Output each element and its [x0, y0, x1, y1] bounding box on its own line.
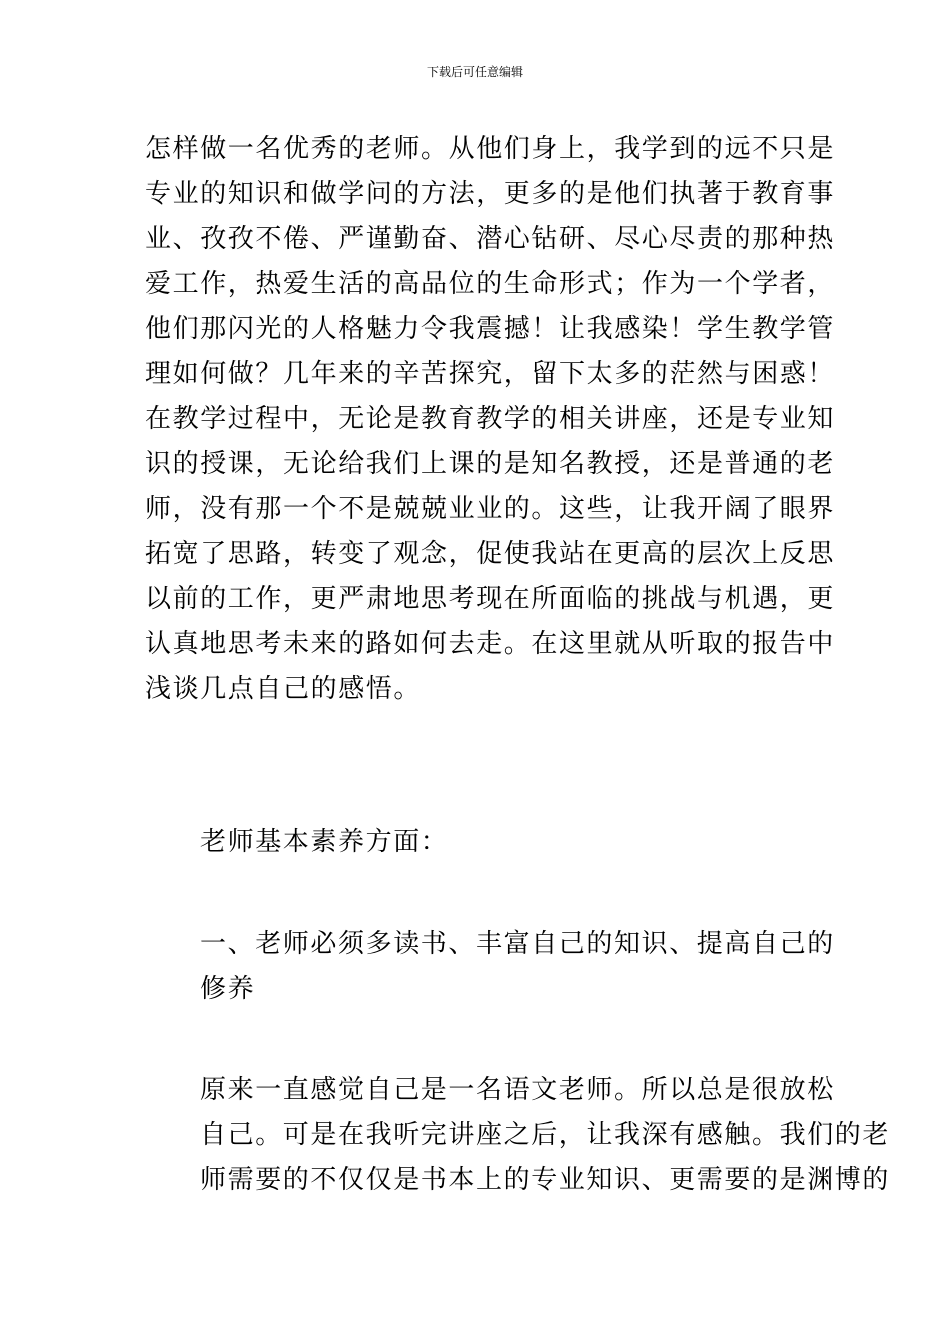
- text-line: 老师基本素养方面：: [200, 827, 449, 857]
- text-line: 认真地思考未来的路如何去走。在这里就从听取的报告中: [145, 629, 836, 659]
- text-line: 他们那闪光的人格魅力令我震撼！让我感染！学生教学管: [145, 314, 836, 344]
- section-heading: [145, 820, 807, 865]
- text-line: 怎样做一名优秀的老师。从他们身上，我学到的远不只是: [145, 134, 836, 164]
- text-line: 修养: [200, 974, 256, 1004]
- text-line: 以前的工作，更严肃地思考现在所面临的挑战与机遇，更: [145, 584, 836, 614]
- paragraph-intro: [145, 127, 836, 712]
- text-line: 识的授课，无论给我们上课的是知名教授，还是普通的老: [145, 449, 836, 479]
- text-line: 师，没有那一个不是兢兢业业的。这些，让我开阔了眼界: [145, 494, 836, 524]
- subsection-heading: [145, 922, 835, 1012]
- text-line: 师需要的不仅仅是书本上的专业知识、更需要的是渊博的: [200, 1165, 891, 1195]
- text-line: 一、老师必须多读书、丰富自己的知识、提高自己的: [200, 929, 835, 959]
- text-line: 浅谈几点自己的感悟。: [145, 674, 422, 704]
- paragraph-body: [145, 1068, 891, 1203]
- text-line: 专业的知识和做学问的方法，更多的是他们执著于教育事: [145, 179, 836, 209]
- page-header: 下载后可任意编辑: [426, 65, 523, 79]
- text-line: 在教学过程中，无论是教育教学的相关讲座，还是专业知: [145, 404, 836, 434]
- text-line: 理如何做？几年来的辛苦探究，留下太多的茫然与困惑！: [145, 359, 836, 389]
- text-line: 业、孜孜不倦、严谨勤奋、潜心钻研、尽心尽责的那种热: [145, 224, 836, 254]
- text-line: 拓宽了思路，转变了观念，促使我站在更高的层次上反思: [145, 539, 836, 569]
- text-line: 原来一直感觉自己是一名语文老师。所以总是很放松: [200, 1075, 835, 1105]
- text-line: 爱工作，热爱生活的高品位的生命形式；作为一个学者，: [145, 269, 836, 299]
- text-line: 自己。可是在我听完讲座之后，让我深有感触。我们的老: [200, 1120, 891, 1150]
